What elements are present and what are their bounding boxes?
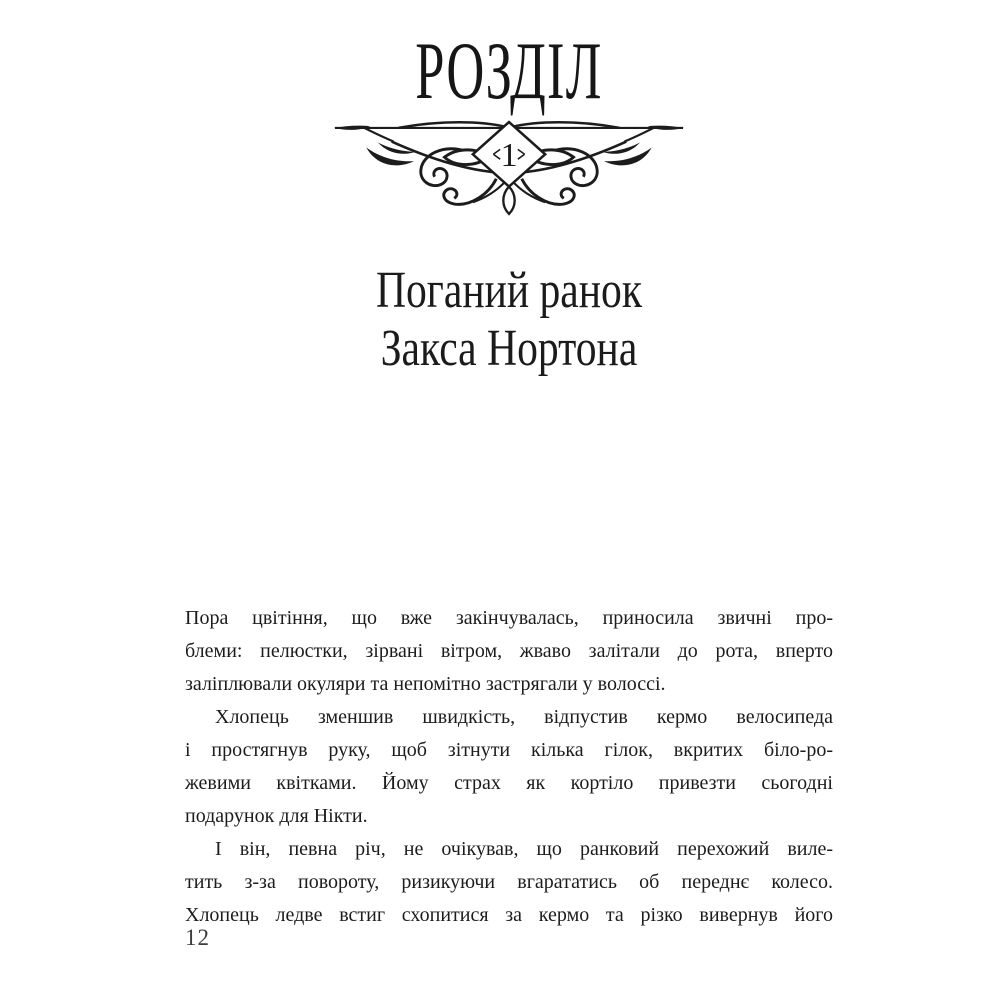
body-line: Хлопець зменшив швидкість, відпустив кермо велосипеда xyxy=(215,706,833,728)
body-line: Пора цвітіння, що вже закінчувалась, приносила звичні про- xyxy=(185,607,833,629)
chapter-number: 1 xyxy=(500,137,518,175)
body-line: блеми: пелюстки, зірвані вітром, жваво залітали до рота, вперто xyxy=(185,640,833,662)
body-line: заліплювали окуляри та непомітно застрягали у волоссі. xyxy=(185,673,666,695)
text-column xyxy=(185,0,833,1000)
chapter-title-line1: Поганий ранок xyxy=(375,262,643,319)
body-line: тить з-за повороту, ризикуючи вгарататись об переднє колесо. xyxy=(185,871,833,893)
ornament-diamond xyxy=(473,122,545,187)
body-line: І він, певна річ, не очікував, що ранковий перехожий виле- xyxy=(215,838,833,860)
flourish-divider-graphic xyxy=(333,118,685,216)
body-line: і простягнув руку, щоб зітнути кілька гілок, вкритих біло-ро- xyxy=(185,739,833,761)
body-line: подарунок для Нікти. xyxy=(185,805,368,827)
chapter-ornament xyxy=(333,118,685,216)
chapter-title-line2: Закса Нортона xyxy=(380,320,638,377)
body-line: Хлопець ледве встиг схопитися за кермо та різко вивернув його xyxy=(185,904,833,926)
ornament-bud xyxy=(503,187,514,214)
chapter-title xyxy=(250,262,768,378)
chapter-heading: РОЗДІЛ xyxy=(415,25,603,116)
page-number: 12 xyxy=(185,925,210,950)
body-line: жевими квітками. Йому страх як кортіло привезти сьогодні xyxy=(185,772,833,794)
body-text xyxy=(185,602,833,932)
